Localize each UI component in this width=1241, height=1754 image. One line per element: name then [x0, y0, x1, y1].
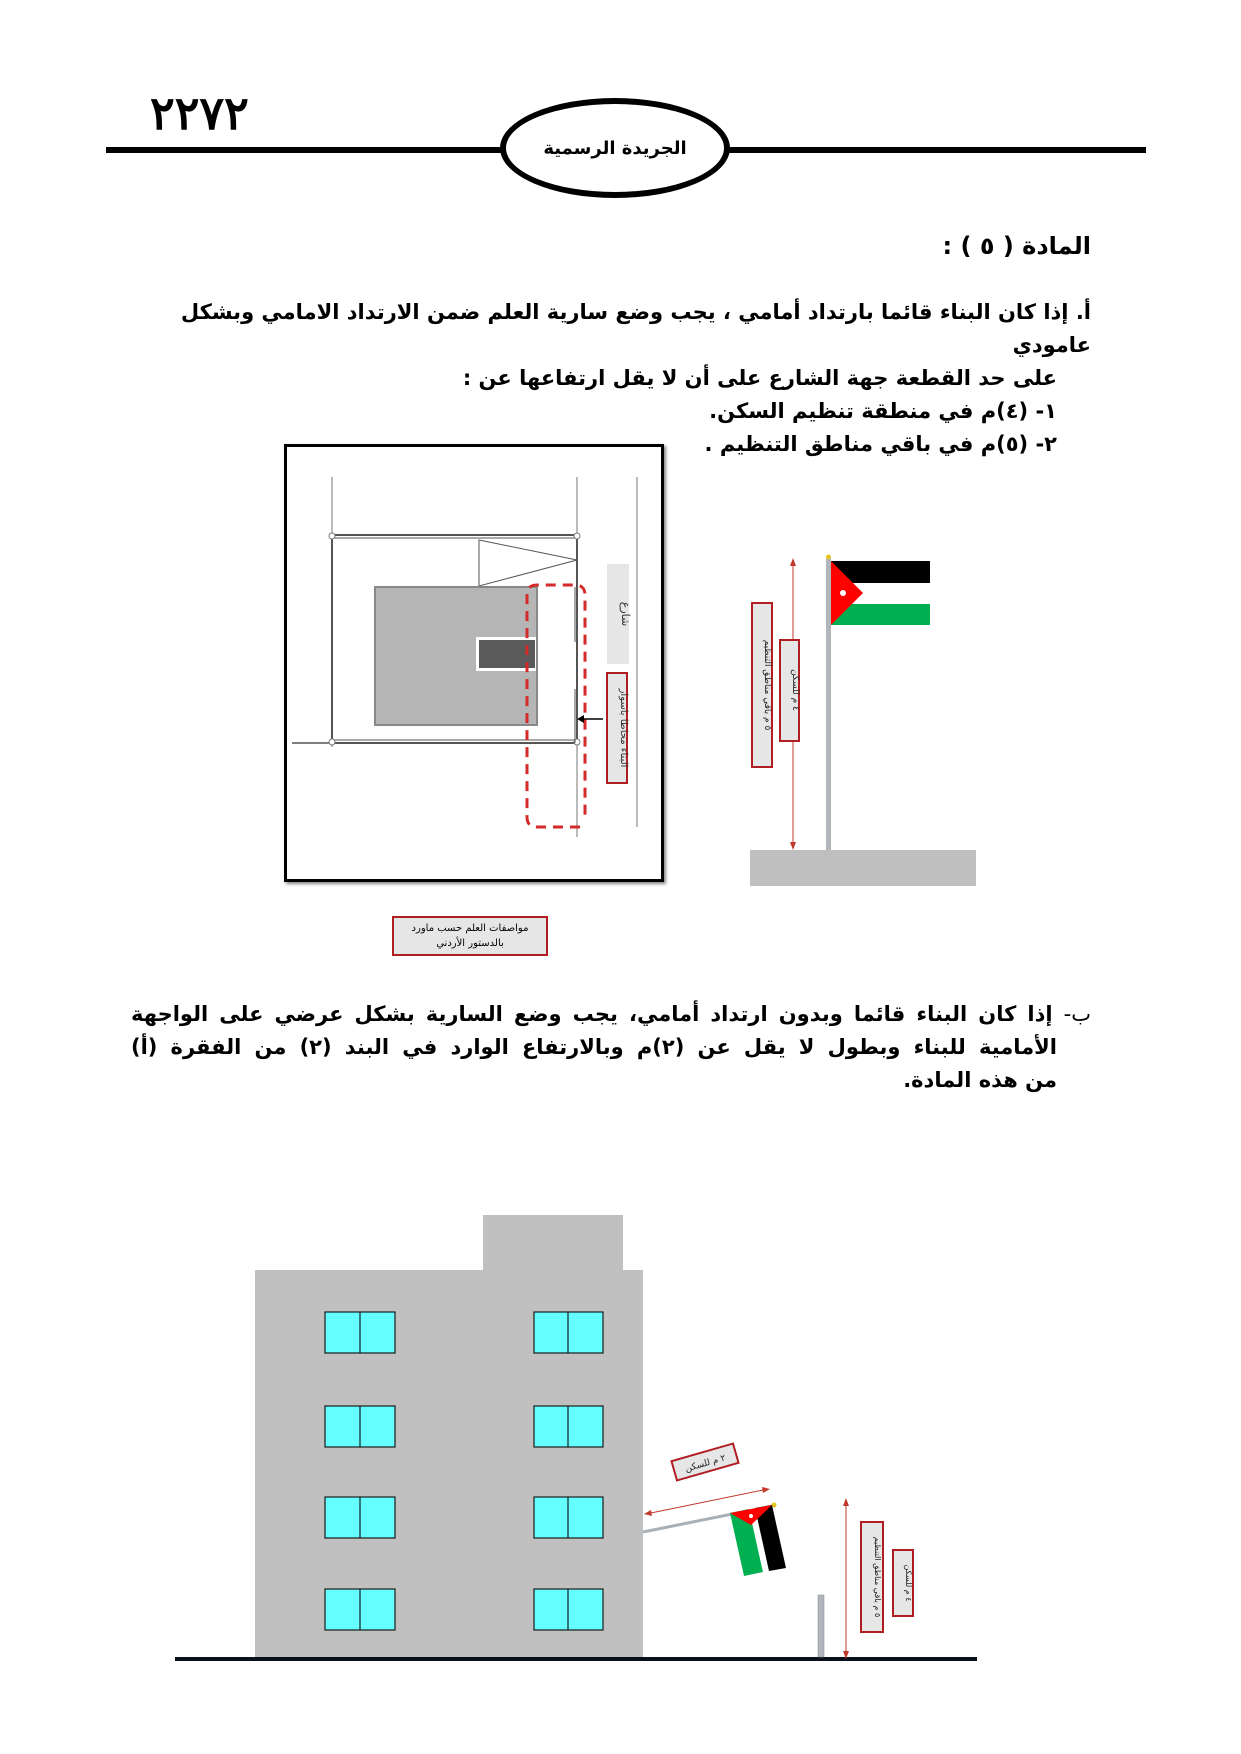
page-number: ٢٢٧٢: [150, 86, 249, 140]
flagpole: [826, 558, 831, 850]
article-heading: المادة ( ٥ ) :: [942, 232, 1091, 260]
building-elevation-diagram: [160, 1200, 980, 1670]
elevation-label-residential: ٤ م للسكن: [904, 1564, 913, 1602]
paragraph-a-line-1: أ. إذا كان البناء قائما بارتداد أمامي ، يجب وضع سارية العلم ضمن الارتداد الامامي وبشكل عامودي: [180, 300, 1091, 357]
paragraph-a-item-1: ١- (٤)م في منطقة تنظيم السكن.: [709, 399, 1057, 423]
flagpole-label-other-zones: ٥ م باقي مناطق التنظيم: [762, 639, 772, 731]
jordan-flag-icon: [730, 1505, 786, 1576]
ground-line: [175, 1657, 977, 1661]
paragraph-a-item-2: ٢- (٥)م في باقي مناطق التنظيم .: [704, 432, 1057, 456]
ground: [750, 850, 976, 886]
paragraph-a-marker: أ.: [1075, 300, 1091, 324]
paragraph-b-line-2: الأمامية للبناء وبطول لا يقل عن (٢)م وبالارتفاع الوارد في البند (٢) من الفقرة (أ): [131, 1035, 1057, 1059]
pole-finial: [826, 555, 831, 560]
journal-title-oval: [500, 98, 730, 198]
site-plan-frame: [284, 444, 664, 882]
jordan-flag-icon: [831, 561, 930, 625]
street-label: شارع: [619, 601, 632, 627]
elevation-label-other-zones: ٥ م باقي مناطق التنظيم: [873, 1536, 882, 1618]
paragraph-b: [131, 998, 1091, 1097]
paragraph-b-marker: ب-: [1063, 1002, 1092, 1026]
site-plan-drawing: [287, 447, 661, 879]
horizontal-pole-label: ٢ م للسكن: [684, 1453, 727, 1475]
flagpole-diagram: [720, 540, 980, 890]
flagpole-label-residential: ٤ م للسكن: [790, 669, 800, 711]
paragraph-a: [131, 296, 1091, 461]
figure-caption: مواصفات العلم حسب ماورد بالدستور الأردني: [392, 916, 548, 956]
paragraph-b-line-1: ب- إذا كان البناء قائما وبدون ارتداد أمامي، يجب وضع السارية بشكل عرضي على الواجهة: [131, 1002, 1092, 1026]
paragraph-a-line-2: على حد القطعة جهة الشارع على أن لا يقل ارتفاعها عن :: [462, 366, 1057, 390]
journal-title: الجريدة الرسمية: [543, 137, 687, 159]
paragraph-b-line-3: من هذه المادة.: [903, 1068, 1057, 1092]
wall-label: البناء محاطا باسوار: [618, 688, 629, 768]
